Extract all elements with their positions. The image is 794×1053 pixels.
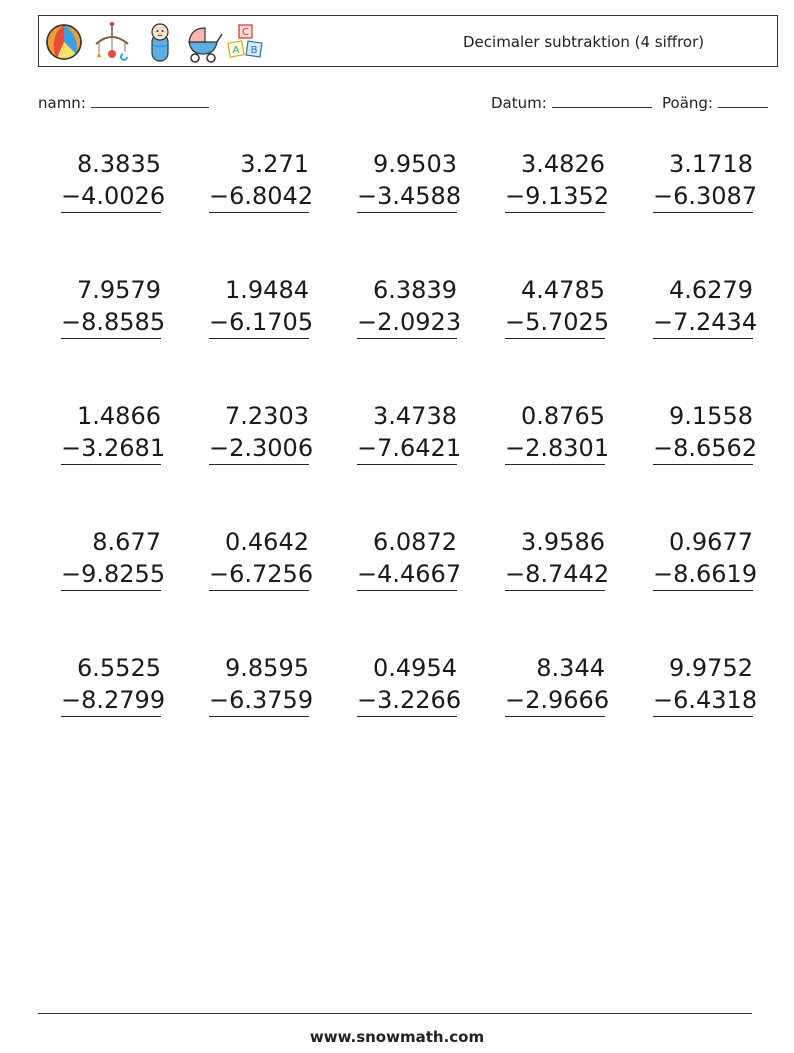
subtrahend: −8.6562 — [653, 432, 753, 465]
subtraction-problem — [505, 148, 610, 213]
subtrahend: −6.4318 — [653, 684, 753, 717]
score-field — [662, 93, 768, 112]
minuend: 0.4954 — [373, 654, 457, 682]
subtraction-problem — [61, 652, 166, 717]
minuend: 3.9586 — [521, 528, 605, 556]
footer-divider — [38, 1013, 752, 1014]
minuend: 9.9503 — [373, 150, 457, 178]
score-blank[interactable] — [718, 93, 768, 108]
block-letter-b: B — [250, 45, 258, 56]
subtraction-problem — [653, 400, 758, 465]
subtrahend: −4.4667 — [357, 558, 457, 591]
subtraction-problem — [357, 652, 462, 717]
minuend: 7.2303 — [225, 402, 309, 430]
subtraction-problem — [61, 526, 166, 591]
name-field — [38, 93, 209, 112]
minuend: 8.344 — [536, 654, 605, 682]
minuend: 1.4866 — [77, 402, 161, 430]
footer-url: www.snowmath.com — [309, 1028, 485, 1046]
subtraction-problem — [357, 526, 462, 591]
subtraction-problem — [653, 274, 758, 339]
beach-ball-icon — [43, 20, 85, 64]
baby-mobile-icon — [91, 20, 133, 64]
minuend: 6.3839 — [373, 276, 457, 304]
subtraction-problem — [61, 274, 166, 339]
subtraction-problem — [61, 400, 166, 465]
minuend: 4.4785 — [521, 276, 605, 304]
subtrahend: −6.3759 — [209, 684, 309, 717]
subtraction-problem — [505, 526, 610, 591]
subtrahend: −6.1705 — [209, 306, 309, 339]
subtrahend: −7.2434 — [653, 306, 753, 339]
minuend: 0.4642 — [225, 528, 309, 556]
minuend: 1.9484 — [225, 276, 309, 304]
subtrahend: −3.2681 — [61, 432, 161, 465]
minuend: 8.677 — [92, 528, 161, 556]
minuend: 8.3835 — [77, 150, 161, 178]
minuend: 9.1558 — [669, 402, 753, 430]
subtrahend: −8.7442 — [505, 558, 605, 591]
subtraction-problem — [653, 148, 758, 213]
subtraction-problem — [209, 526, 314, 591]
subtrahend: −6.7256 — [209, 558, 309, 591]
alphabet-blocks-icon — [225, 20, 267, 64]
minuend: 0.9677 — [669, 528, 753, 556]
baby-stroller-icon — [183, 20, 225, 64]
minuend: 3.4738 — [373, 402, 457, 430]
minuend: 0.8765 — [521, 402, 605, 430]
subtraction-problem — [209, 148, 314, 213]
worksheet-title: Decimaler subtraktion (4 siffror) — [463, 33, 705, 51]
subtraction-problem — [357, 274, 462, 339]
subtrahend: −2.8301 — [505, 432, 605, 465]
subtraction-problem — [653, 526, 758, 591]
name-label: namn: — [38, 94, 86, 112]
subtraction-problem — [505, 274, 610, 339]
subtrahend: −3.4588 — [357, 180, 457, 213]
subtraction-problem — [61, 148, 166, 213]
subtrahend: −8.6619 — [653, 558, 753, 591]
score-label: Poäng: — [662, 94, 713, 112]
block-letter-c: C — [242, 27, 249, 38]
subtraction-problem — [209, 400, 314, 465]
minuend: 6.0872 — [373, 528, 457, 556]
subtrahend: −6.8042 — [209, 180, 309, 213]
worksheet-header — [38, 15, 778, 67]
minuend: 7.9579 — [77, 276, 161, 304]
subtrahend: −4.0026 — [61, 180, 161, 213]
minuend: 9.9752 — [669, 654, 753, 682]
name-blank[interactable] — [91, 93, 209, 108]
subtrahend: −7.6421 — [357, 432, 457, 465]
subtrahend: −8.8585 — [61, 306, 161, 339]
swaddled-baby-icon — [139, 20, 181, 64]
minuend: 3.271 — [240, 150, 309, 178]
minuend: 9.8595 — [225, 654, 309, 682]
date-blank[interactable] — [552, 93, 652, 108]
subtrahend: −2.9666 — [505, 684, 605, 717]
subtraction-problem — [653, 652, 758, 717]
subtrahend: −9.1352 — [505, 180, 605, 213]
date-field — [491, 93, 652, 112]
subtrahend: −3.2266 — [357, 684, 457, 717]
block-letter-a: A — [232, 45, 240, 56]
subtraction-problem — [209, 274, 314, 339]
subtraction-problem — [505, 652, 610, 717]
subtrahend: −9.8255 — [61, 558, 161, 591]
subtrahend: −8.2799 — [61, 684, 161, 717]
minuend: 6.5525 — [77, 654, 161, 682]
minuend: 3.4826 — [521, 150, 605, 178]
subtrahend: −5.7025 — [505, 306, 605, 339]
subtrahend: −6.3087 — [653, 180, 753, 213]
subtrahend: −2.3006 — [209, 432, 309, 465]
subtraction-problem — [505, 400, 610, 465]
subtrahend: −2.0923 — [357, 306, 457, 339]
minuend: 4.6279 — [669, 276, 753, 304]
subtraction-problem — [357, 400, 462, 465]
subtraction-problem — [357, 148, 462, 213]
minuend: 3.1718 — [669, 150, 753, 178]
subtraction-problem — [209, 652, 314, 717]
date-label: Datum: — [491, 94, 547, 112]
